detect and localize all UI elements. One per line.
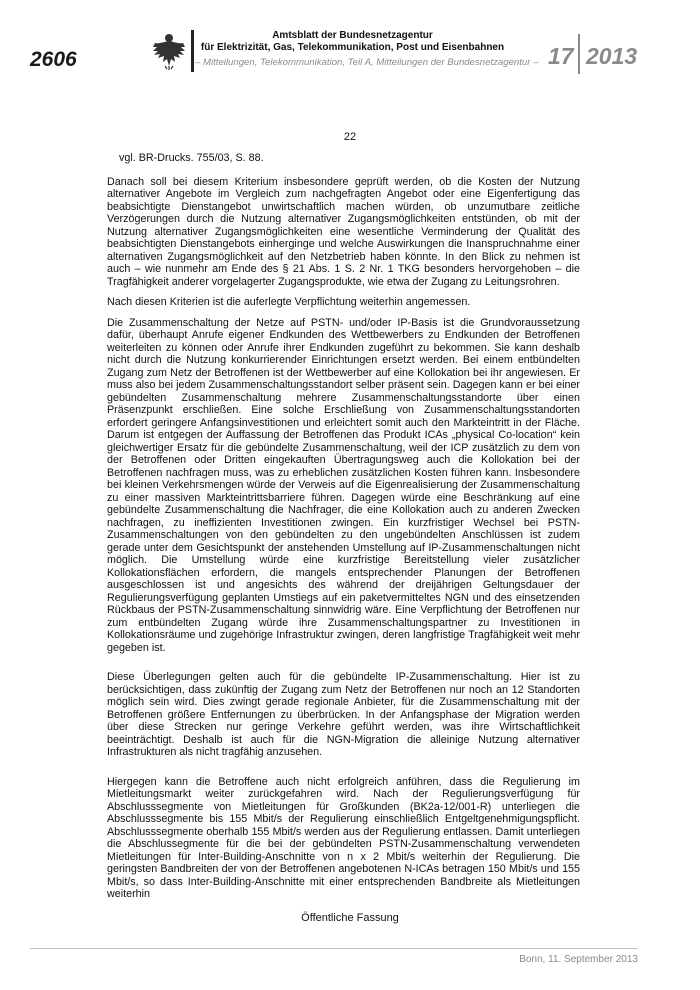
issue-year: 2013 <box>586 43 638 69</box>
gazette-title-line1: Amtsblatt der Bundesnetzagentur <box>272 30 433 41</box>
footer-divider <box>30 948 638 949</box>
footnote-text: vgl. BR-Drucks. 755/03, S. 88. <box>119 152 264 164</box>
issue-number: 17 <box>548 43 574 69</box>
footer-date: Bonn, 11. September 2013 <box>519 954 638 965</box>
header-divider-bar <box>191 30 194 72</box>
paragraph: Diese Überlegungen gelten auch für die gebündelte IP-Zusammenschaltung. Hier ist zu berücksichtigen, dass zukünftig der Zugang zum Netz der Betroffenen nur noch an 12 Standorten möglich sein wird. Dies zwingt gerade regionale Anbieter, für die Zusammenschaltung mit der Betroffenen größere Entfernungen zu überbrücken. In der Anfangsphase der Migration werden über diese Strecken nur geringe Verkehre geführt werden, was ihre Wirtschaftlichkeit beeinträchtigt. Deshalb ist auch für die NGN-Migration die alleinige Nutzung alternativer Infrastrukturen als nicht tragfähig anzusehen. <box>107 671 580 758</box>
page-number: 2606 <box>30 48 77 71</box>
gazette-title-line2: für Elektrizität, Gas, Telekommunikation, Post und Eisenbahnen <box>200 42 505 53</box>
paragraph: Die Zusammenschaltung der Netze auf PSTN- und/oder IP-Basis ist die Grundvoraussetzung dafür, überhaupt Anrufe eigener Endkunden des Wettbewerbers zu Endkunden der Betroffenen weiterleiten zu können oder Anrufe ihrer Endkunden zugeführt zu bekommen. Sie kann deshalb nicht durch die Nutzung konkurrierender Einrichtungen ersetzt werden. Bei einem entbündelten Zugang zum Netz der Betroffenen ist der Wettbewerber auf eine Kollokation bei ihr angewiesen. Er muss also bei jedem Zusammenschaltungsstandort selber präsent sein. Dagegen kann er bei einer gebündelten Zusammenschaltung mehrere Zusammenschaltungsstandorte über einen Präsenzpunkt erschließen. Eine solche Erschließung von Zusammenschaltungsstandorten erfordert geringere Anfangsinvestitionen und erleichtert somit auch den Markteintritt in der Fläche. Darum ist entgegen der Auffassung der Betroffenen das Produkt ICAs „physical Co-location“ kein gleichwertiger Ersatz für die gebündelte Zusammenschaltung, weil der ICP zusätzlich zu dem von der Betroffenen oder Dritten eingekauften Übertragungsweg auch die Kollokation bei der Betroffenen nachfragen muss, was zu erheblichen zusätzlichen Kosten führen kann. Insbesondere bei kleinen Verkehrsmengen würde der Verweis auf die Eigenrealisierung der Zusammenschaltung zu einer massiven Markteintrittsbarriere führen. Dagegen würde eine Beschränkung auf eine gebündelte Zusammenschaltung die Nachfrager, die eine Kollokation auch zu anderen Zwecken nachfragen, zu ineffizienten Investitionen zwingen. Ein kurzfristiger Wechsel bei PSTN-Zusammenschaltungen von den gebündelten zu den ungebündelten Anschlüssen ist zudem gerade unter dem Gesichtspunkt der anstehenden Umstellung auf IP-Zusammenschaltungen nicht möglich. Die Umstellung würde eine kurzfristige Bereitstellung vieler zusätzlicher Kollokationsflächen erfordern, die mangels entsprechender Planungen der Betroffenen ausgeschlossen ist und angesichts des während der dreijährigen Geltungsdauer der Regulierungsverfügung geplanten Umstiegs auf ein paketvermitteltes NGN und des einsetzenden Rückbaus der PSTN-Zusammenschaltung sinnwidrig wäre. Eine Verpflichtung der Betroffenen nur zum entbündelten Zugang würde ihre Zusammenschaltungspartner zu Investitionen in Kollokationsräume und zugehörige Infrastruktur zwingen, deren langfristige Tragfähigkeit weit mehr gegeben ist. <box>107 316 580 654</box>
public-version-label: Öffentliche Fassung <box>301 912 399 924</box>
paragraph: Hiergegen kann die Betroffene auch nicht erfolgreich anführen, dass die Regulierung im Mietleitungsmarkt weiter zurückgefahren wird. Nach der Regulierungsverfügung für Abschlusssegmente von Mietleitungen für Großkunden (BK2a-12/001-R) unterliegen die Abschlusssegmente bis 155 Mbit/s der Regulierung einschließlich Entgeltgenehmigungspflicht. Abschlusssegmente oberhalb 155 Mbit/s werden aus der Regulierung entlassen. Damit unterliegen die Abschlussegmente für die bei der gebündelten PSTN-Zusammenschaltung verwendeten Mietleitungen für Inter-Building-Anschnitte von n x 2 Mbit/s weiterhin der Regulierung. Die geringsten Bandbreiten der von der Betroffenen angebotenen N-ICAs betragen 150 Mbit/s und 155 Mbit/s, so dass Inter-Building-Anschnitte mit einer entsprechenden Bandbreite als Mietleitungen weiterhin <box>107 775 580 900</box>
gazette-title <box>200 30 505 54</box>
document-body <box>107 152 580 909</box>
inner-page-number: 22 <box>343 131 357 143</box>
issue-separator <box>578 34 580 74</box>
paragraph: Nach diesen Kriterien ist die auferlegte Verpflichtung weiterhin angemessen. <box>107 296 471 308</box>
paragraph: Danach soll bei diesem Kriterium insbesondere geprüft werden, ob die Kosten der Nutzung alternativer Angebote im Vergleich zum nachgefragten Angebot oder eine Eigenfertigung das beabsichtigte Dienstangebot unwirtschaftlich machen würden, ob unzumutbare zeitliche Verzögerungen durch die Nutzung alternativer Zugangsmöglichkeiten entstünden, ob mit der Nutzung alternativer Zugangsmöglichkeiten eine wesentliche Verminderung der Qualität des beabsichtigten Dienstangebots einherginge und welche Auswirkungen die Inanspruchnahme einer alternativen Zugangsmöglichkeit auf den Netzbetrieb haben könnte. In den Blick zu nehmen ist auch – wie nunmehr am Ende des § 21 Abs. 1 S. 2 Nr. 1 TKG besonders hervorgehoben – die Tragfähigkeit anderer vorgelagerter Zugangsprodukte, wie etwa der Zugang zu Leitungsrohren. <box>107 175 580 288</box>
gazette-subtitle: – Mitteilungen, Telekommunikation, Teil A, Mitteilungen der Bundesnetzagentur – <box>195 57 539 68</box>
federal-eagle-logo <box>150 30 188 70</box>
